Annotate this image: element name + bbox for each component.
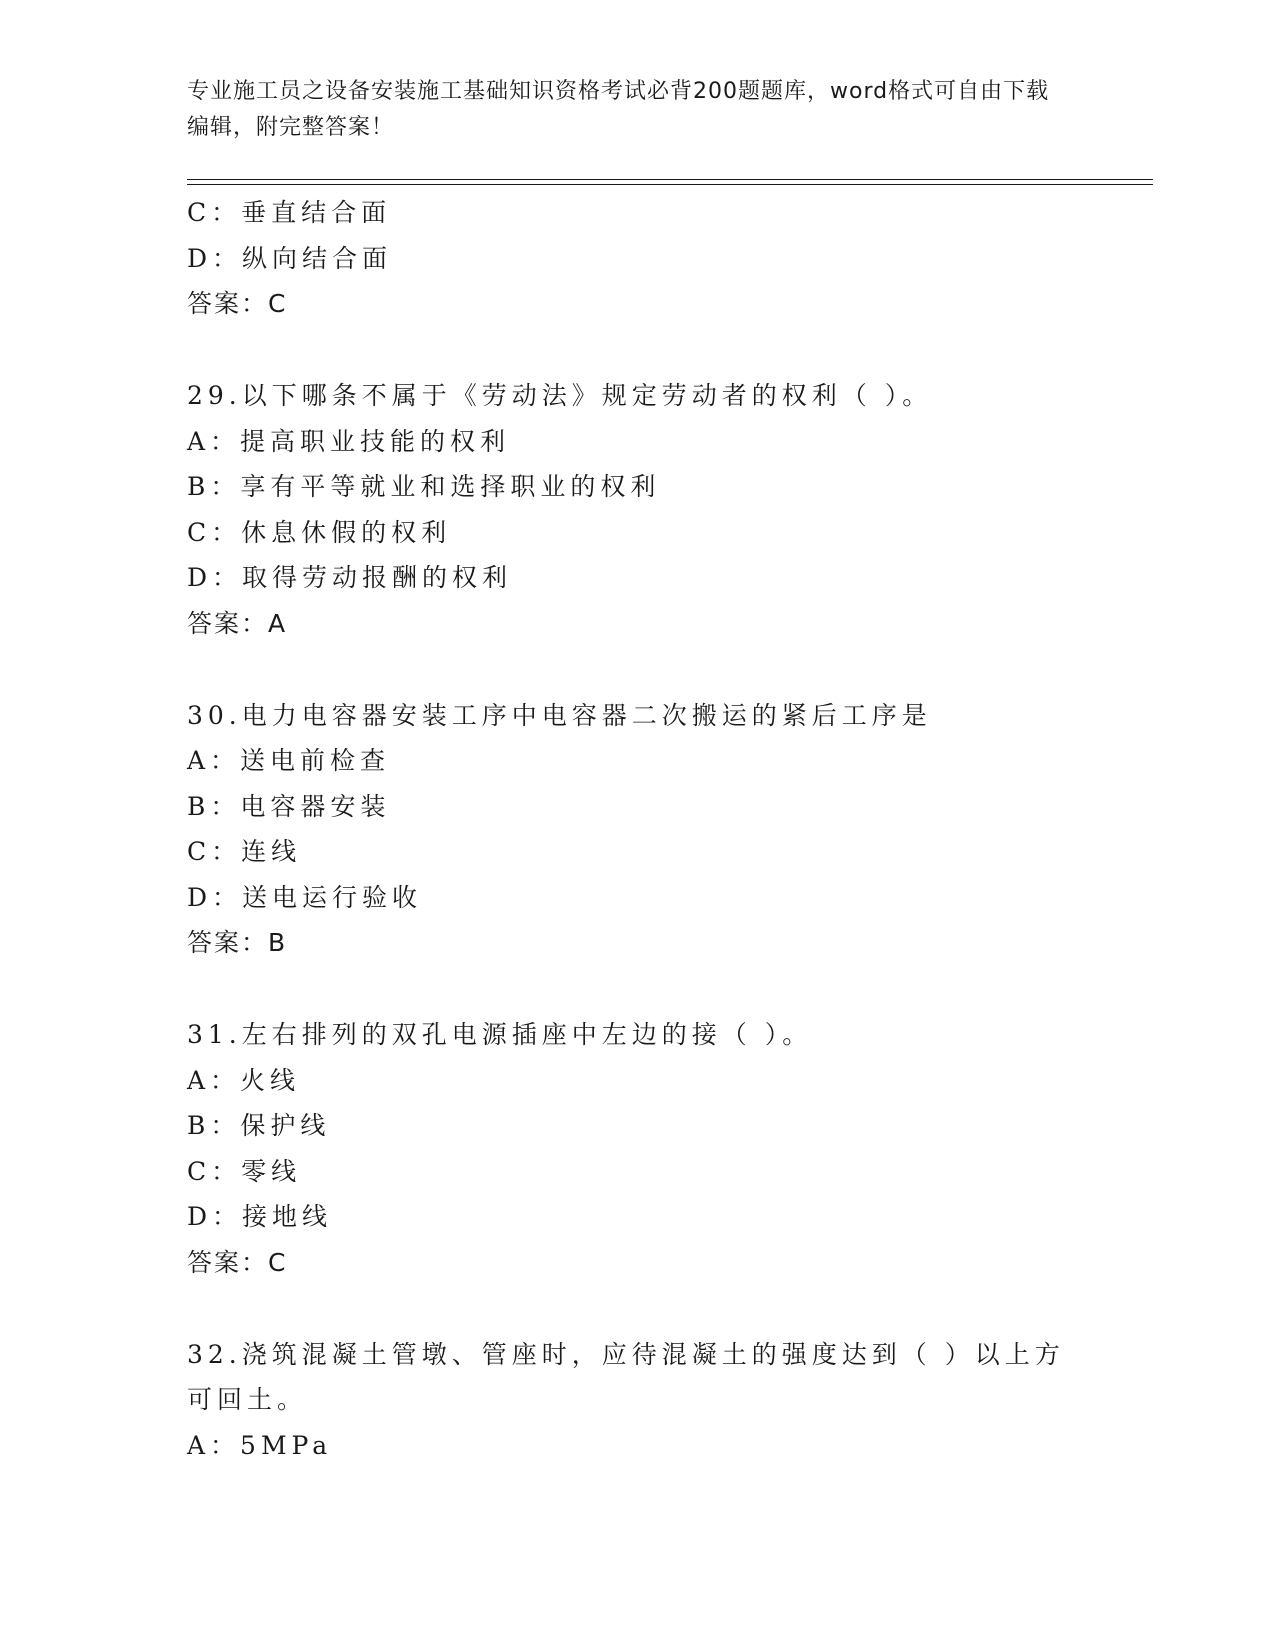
question-29 xyxy=(187,373,1087,647)
option-c: C：垂直结合面 xyxy=(187,198,392,227)
question-list xyxy=(187,190,1087,1468)
option-d: D：接地线 xyxy=(187,1202,333,1231)
option-b: B：享有平等就业和选择职业的权利 xyxy=(187,472,661,501)
header-rule-bottom xyxy=(187,184,1153,185)
option-b: B：电容器安装 xyxy=(187,791,391,821)
option-d: D：纵向结合面 xyxy=(187,243,393,273)
question-stem: 29.以下哪条不属于《劳动法》规定劳动者的权利（ ）。 xyxy=(187,381,933,410)
answer-label: 答案：C xyxy=(187,1247,288,1277)
answer-label: 答案：B xyxy=(187,928,288,957)
question-30 xyxy=(187,693,1087,967)
header-rule-top xyxy=(187,179,1153,180)
option-d: D：取得劳动报酬的权利 xyxy=(187,563,513,592)
question-31 xyxy=(187,1012,1087,1286)
option-c: C：零线 xyxy=(187,1156,302,1186)
question-stem: 32.浇筑混凝土管墩、管座时，应待混凝土的强度达到（ ）以上方可回土。 xyxy=(187,1339,1065,1414)
option-a: A：提高职业技能的权利 xyxy=(187,426,511,456)
answer-label: 答案：C xyxy=(187,289,288,318)
question-32 xyxy=(187,1332,1087,1469)
answer-label: 答案：A xyxy=(187,608,288,638)
question-28-partial xyxy=(187,190,1087,327)
option-a: A：送电前检查 xyxy=(187,746,391,775)
option-b: B：保护线 xyxy=(187,1111,331,1140)
question-stem: 30.电力电容器安装工序中电容器二次搬运的紧后工序是 xyxy=(187,700,932,730)
option-c: C：休息休假的权利 xyxy=(187,517,452,547)
option-a: A：火线 xyxy=(187,1065,301,1095)
option-d: D：送电运行验收 xyxy=(187,882,423,912)
option-c: C：连线 xyxy=(187,837,302,866)
question-stem: 31.左右排列的双孔电源插座中左边的接（ ）。 xyxy=(187,1020,813,1049)
option-a: A：5MPa xyxy=(187,1430,333,1460)
document-header: 专业施工员之设备安装施工基础知识资格考试必背200题题库，word格式可自由下载编辑，附完整答案！ xyxy=(187,79,1050,140)
